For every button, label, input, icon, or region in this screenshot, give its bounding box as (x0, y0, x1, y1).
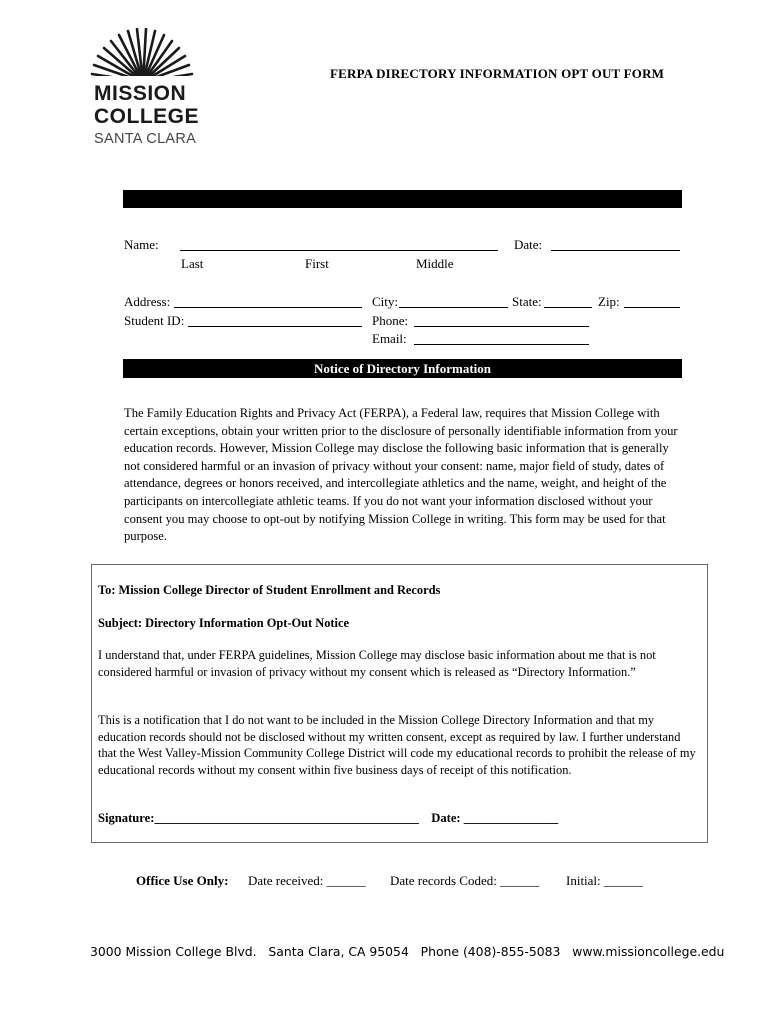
address-input-line[interactable] (174, 307, 362, 308)
college-logo (88, 28, 198, 153)
phone-input-line[interactable] (414, 326, 589, 327)
state-input-line[interactable] (544, 307, 592, 308)
phone-label: Phone: (372, 313, 409, 328)
signature-label: Signature: (98, 811, 155, 825)
logo-text-santa-clara: SANTA CLARA (94, 131, 197, 147)
signature-date-input-line[interactable]: _______________ (463, 811, 559, 825)
notice-paragraph-2: This is a notification that I do not want to be included in the Mission College Directory Information and that my education records should not be disclosed without my written consent, except as required by law. I further understand that the West Valley-Mission Community College District will code my educational records to prohibit the release of my educational records without my consent within five business days of receipt of this notification. (98, 713, 696, 777)
header-bar (123, 190, 682, 208)
last-name-caption: Last (181, 256, 204, 271)
notice-subject-line: Subject: Directory Information Opt-Out Notice (98, 616, 349, 630)
office-use-title: Office Use Only: (136, 873, 229, 888)
date-input-line[interactable] (551, 250, 680, 251)
student-id-label: Student ID: (124, 313, 185, 328)
city-label: City: (372, 294, 399, 309)
signature-date-label: Date: (431, 811, 461, 825)
notice-paragraph-1: I understand that, under FERPA guidelines, Mission College may disclose basic information about me that is not considered harmful or invasion of privacy without my consent which is released as “Directory Information.” (98, 648, 656, 679)
sunburst-logo-icon (88, 28, 198, 84)
date-received-field[interactable]: Date received: ______ (248, 873, 366, 888)
email-label: Email: (372, 331, 407, 346)
middle-name-caption: Middle (416, 256, 454, 271)
address-label: Address: (124, 294, 171, 309)
first-name-caption: First (305, 256, 329, 271)
email-input-line[interactable] (414, 344, 589, 345)
state-label: State: (512, 294, 542, 309)
logo-text-college: COLLEGE (94, 105, 200, 128)
notice-header: Notice of Directory Information (123, 359, 682, 378)
signature-row (98, 811, 558, 826)
student-id-input-line[interactable] (188, 326, 362, 327)
date-records-coded-field[interactable]: Date records Coded: ______ (390, 873, 540, 888)
footer-address: 3000 Mission College Blvd. Santa Clara, CA 95054 Phone (408)-855-5083 www.missioncollege.edu (90, 944, 725, 959)
zip-label: Zip: (598, 294, 620, 309)
intro-paragraph: The Family Education Rights and Privacy Act (FERPA), a Federal law, requires that Mission College with certain exceptions, obtain your written prior to the disclosure of personally identifiable information from your education records. However, Mission College may disclose the following basic information that is generally not considered harmful or an invasion of privacy without your consent: name, major field of study, dates of attendance, degrees or honors received, and intercollegiate athletics and the name, weight, and height of the participants on intercollegiate athletic teams. If you do not want your information disclosed without your consent you may choose to opt-out by notifying Mission College in writing. This form may be used for that purpose. (124, 406, 678, 544)
name-input-line[interactable] (180, 250, 498, 251)
zip-input-line[interactable] (624, 307, 680, 308)
signature-input-line[interactable]: __________________________________________ (154, 811, 419, 825)
initial-field[interactable]: Initial: ______ (566, 873, 643, 888)
form-title: FERPA DIRECTORY INFORMATION OPT OUT FORM (330, 66, 665, 81)
office-use-label (136, 873, 228, 889)
date-label: Date: (514, 237, 543, 252)
city-input-line[interactable] (399, 307, 508, 308)
logo-text-mission: MISSION (94, 82, 187, 105)
notice-box (91, 564, 708, 843)
notice-to-line: To: Mission College Director of Student Enrollment and Records (98, 583, 441, 597)
name-label: Name: (124, 237, 159, 252)
